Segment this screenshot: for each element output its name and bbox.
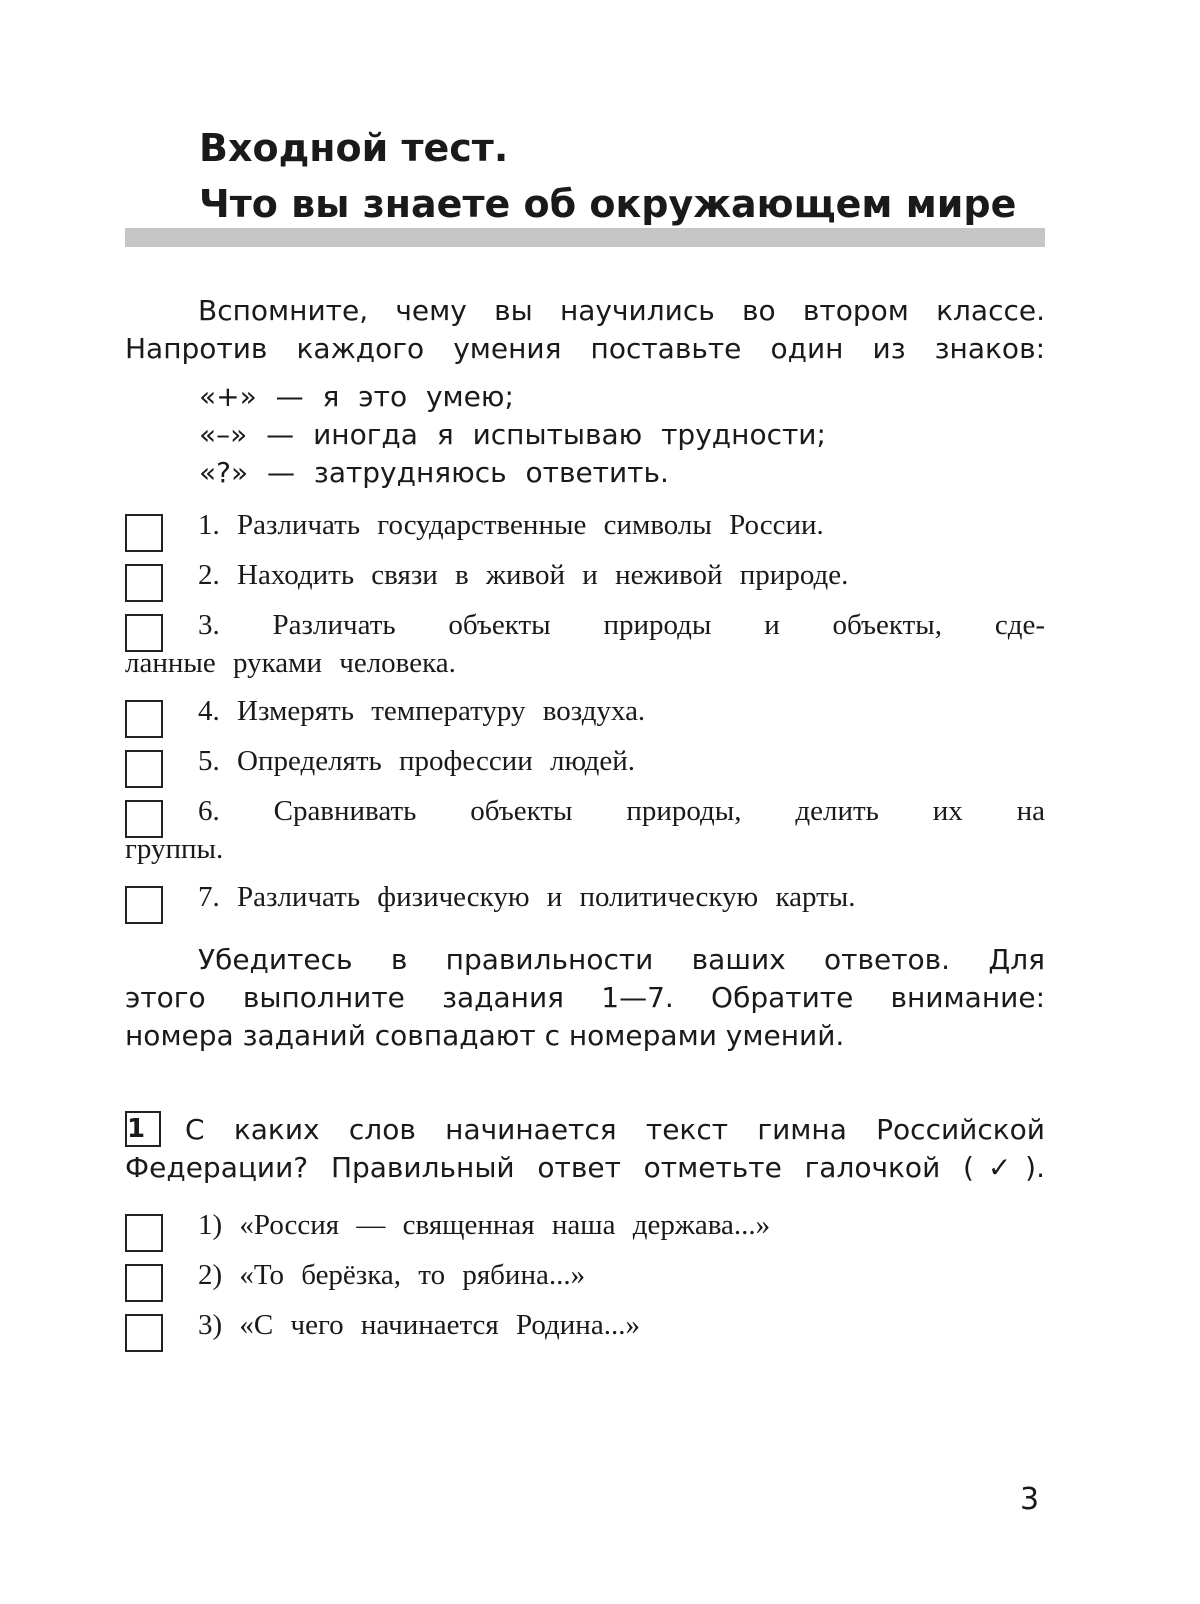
skill-7-text: 7. Различать физическую и политическую карты. (198, 881, 856, 913)
task-1-option-3-text: 3) «С чего начинается Родина...» (198, 1309, 640, 1341)
check-line-3: номера заданий совпадают с номерами умений. (125, 1019, 845, 1052)
check-paragraph (125, 941, 1045, 1055)
task-1-question (125, 1111, 1045, 1187)
skill-1-text: 1. Различать государственные символы России. (198, 509, 824, 541)
skill-5 (125, 742, 1045, 780)
legend-question: «?» — затрудняюсь ответить. (199, 456, 669, 489)
title-line-2: Что вы знаете об окружающем мире (199, 182, 1017, 226)
page-number: 3 (1020, 1482, 1040, 1517)
legend-minus: «–» — иногда я испытываю трудности; (199, 418, 826, 451)
skill-1 (125, 506, 1045, 544)
skill-3-text-line-2: ланные руками человека. (125, 647, 456, 679)
skill-6-text-line-1: 6. Сравнивать объекты природы, делить их на (198, 795, 1045, 827)
task-1-line-1 (125, 1111, 1045, 1149)
task-1-option-1 (125, 1206, 1045, 1244)
skill-7 (125, 878, 1045, 916)
skill-4 (125, 692, 1045, 730)
intro-line-1: Вспомните, чему вы научились во втором классе. (198, 294, 1045, 327)
intro-paragraph (125, 292, 1045, 368)
skill-5-text: 5. Определять профессии людей. (198, 745, 636, 777)
check-line-2: этого выполните задания 1—7. Обратите внимание: (125, 981, 1045, 1014)
task-1-text-line-2: Федерации? Правильный ответ отметьте галочкой (✓). (125, 1151, 1045, 1184)
task-1-option-2 (125, 1256, 1045, 1294)
skill-6 (125, 792, 1045, 868)
task-1-number: 1 (125, 1111, 161, 1147)
task-1-option-2-text: 2) «То берёзка, то рябина...» (198, 1259, 586, 1291)
check-line-1: Убедитесь в правильности ваших ответов. Для (198, 943, 1045, 976)
skill-3 (125, 606, 1045, 682)
intro-line-2: Напротив каждого умения поставьте один из знаков: (125, 332, 1045, 365)
legend-plus: «+» — я это умею; (199, 380, 514, 413)
skill-4-text: 4. Измерять температуру воздуха. (198, 695, 646, 727)
skill-2 (125, 556, 1045, 594)
task-1-option-3 (125, 1306, 1045, 1344)
page-title (199, 120, 1016, 232)
task-1-option-1-text: 1) «Россия — священная наша держава...» (198, 1209, 771, 1241)
title-line-1: Входной тест. (199, 126, 509, 170)
skill-2-text: 2. Находить связи в живой и неживой природе. (198, 559, 849, 591)
title-divider (125, 228, 1045, 247)
skill-6-text-line-2: группы. (125, 833, 224, 865)
sign-legend (199, 378, 826, 492)
skill-3-text-line-1: 3. Различать объекты природы и объекты, сде- (198, 609, 1045, 641)
task-1-text-line-1: С каких слов начинается текст гимна Российской (185, 1113, 1045, 1146)
